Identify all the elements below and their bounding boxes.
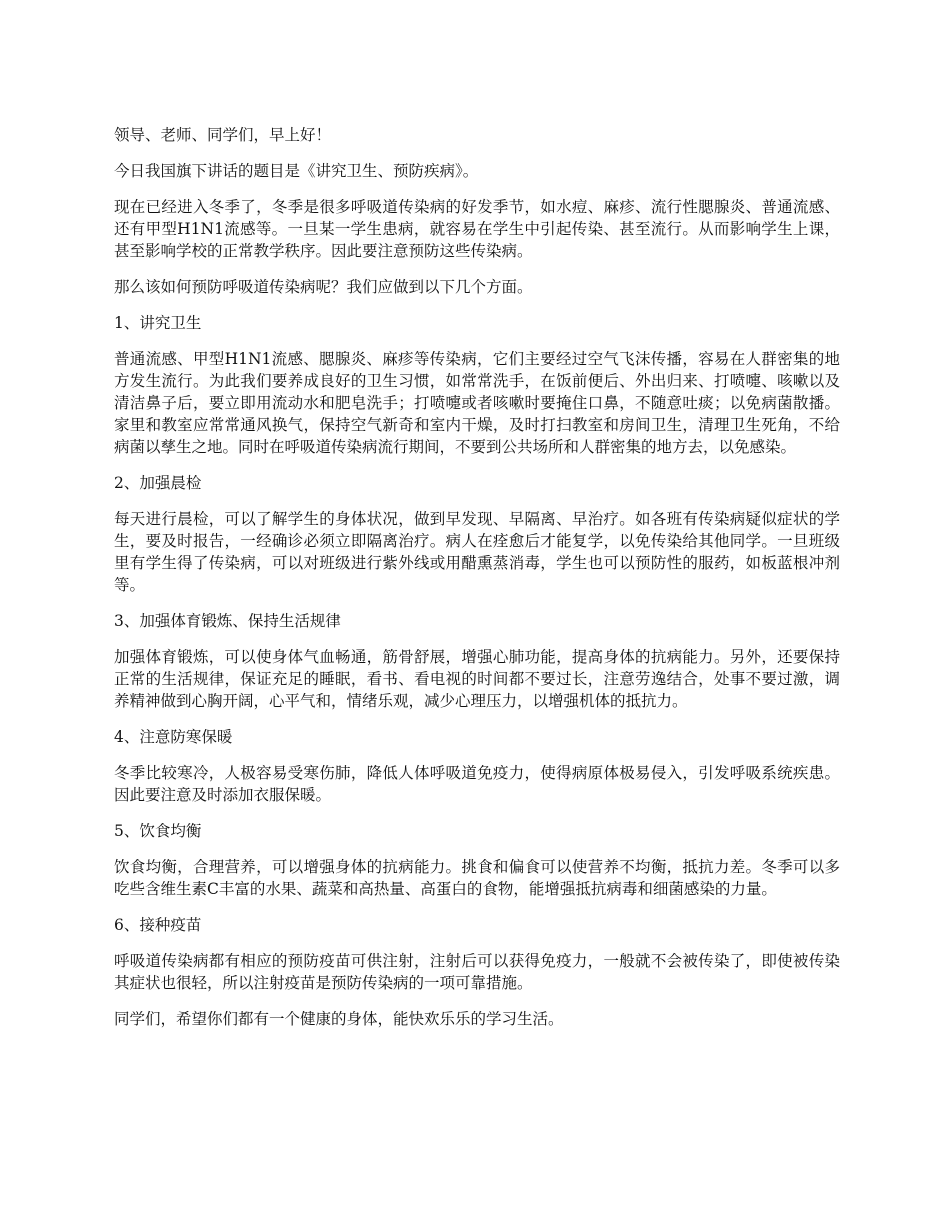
greeting: 领导、老师、同学们，早上好！ — [114, 126, 332, 144]
intro-paragraph: 现在已经进入冬季了，冬季是很多呼吸道传染病的好发季节，如水痘、麻疹、流行性腮腺炎、普通流感、还有甲型H1N1流感等。一旦某一学生患病，就容易在学生中引起传染、甚至流行。从而影响学生上课，甚至影响学校的正常教学秩序。因此要注意预防这些传染病。 — [114, 198, 840, 260]
section-heading-warmth: 4、注意防寒保暖 — [114, 728, 233, 746]
exercise-paragraph: 加强体育锻炼，可以使身体气血畅通，筋骨舒展，增强心肺功能，提高身体的抗病能力。另外，还要保持正常的生活规律，保证充足的睡眠，看书、看电视的时间都不要过长，注意劳逸结合，处事不要过激，调养精神做到心胸开阔，心平气和，情绪乐观，减少心理压力，以增强机体的抵抗力。 — [114, 648, 840, 710]
morning-check-paragraph: 每天进行晨检，可以了解学生的身体状况，做到早发现、早隔离、早治疗。如各班有传染病疑似症状的学生，要及时报告，一经确诊必须立即隔离治疗。病人在痊愈后才能复学，以免传染给其他同学。一旦班级里有学生得了传染病，可以对班级进行紫外线或用醋熏蒸消毒，学生也可以预防性的服药，如板蓝根冲剂等。 — [114, 510, 840, 594]
hygiene-paragraph: 普通流感、甲型H1N1流感、腮腺炎、麻疹等传染病，它们主要经过空气飞沫传播，容易在人群密集的地方发生流行。为此我们要养成良好的卫生习惯，如常常洗手，在饭前便后、外出归来、打喷嚏、咳嗽以及清洁鼻子后，要立即用流动水和肥皂洗手；打喷嚏或者咳嗽时要掩住口鼻，不随意吐痰；以免病菌散播。家里和教室应常常通风换气，保持空气新奇和室内干燥，及时打扫教室和房间卫生，清理卫生死角，不给病菌以孳生之地。同时在呼吸道传染病流行期间，不要到公共场所和人群密集的地方去，以免感染。 — [114, 350, 840, 456]
speech-topic: 今日我国旗下讲话的题目是《讲究卫生、预防疾病》。 — [114, 162, 479, 180]
section-heading-vaccine: 6、接种疫苗 — [114, 916, 202, 934]
section-heading-exercise: 3、加强体育锻炼、保持生活规律 — [114, 612, 341, 630]
vaccine-paragraph: 呼吸道传染病都有相应的预防疫苗可供注射，注射后可以获得免疫力，一般就不会被传染了，即使被传染其症状也很轻，所以注射疫苗是预防传染病的一项可靠措施。 — [114, 952, 840, 992]
diet-paragraph: 饮食均衡，合理营养，可以增强身体的抗病能力。挑食和偏食可以使营养不均衡，抵抗力差。冬季可以多吃些含维生素C丰富的水果、蔬菜和高热量、高蛋白的食物，能增强抵抗病毒和细菌感染的力量。 — [114, 858, 840, 898]
document-page — [114, 124, 840, 1044]
transition-paragraph: 那么该如何预防呼吸道传染病呢？我们应做到以下几个方面。 — [114, 278, 533, 296]
section-heading-hygiene: 1、讲究卫生 — [114, 314, 202, 332]
warmth-paragraph: 冬季比较寒冷，人极容易受寒伤肺，降低人体呼吸道免疫力，使得病原体极易侵入，引发呼吸系统疾患。因此要注意及时添加衣服保暖。 — [114, 764, 840, 804]
closing-paragraph: 同学们，希望你们都有一个健康的身体，能快欢乐乐的学习生活。 — [114, 1010, 564, 1028]
section-heading-diet: 5、饮食均衡 — [114, 822, 202, 840]
section-heading-morning-check: 2、加强晨检 — [114, 474, 202, 492]
